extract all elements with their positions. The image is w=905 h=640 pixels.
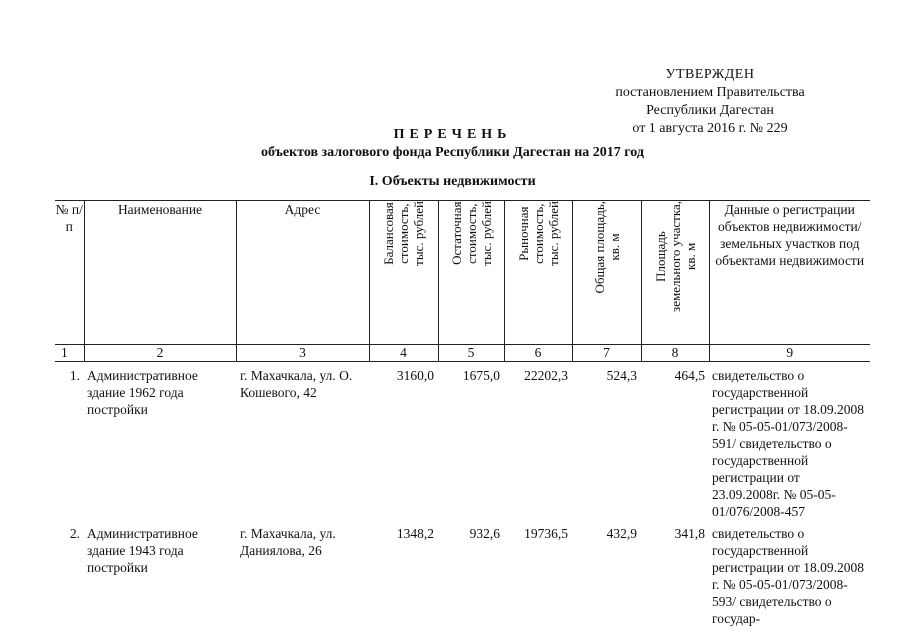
column-number: 2	[84, 345, 236, 362]
header-balance-line-3: тыс. рублей	[411, 201, 426, 266]
header-num: № п/п	[55, 201, 84, 345]
header-balance	[369, 201, 438, 345]
registration-data: свидетельство о государственной регистрации от 18.09.2008 г. № 05-05-01/073/2008-591/ свидетельство о государственной регистрации от 23.09.2008г. № 05-05-01/076/2008-457	[712, 368, 864, 519]
column-number-row	[55, 345, 870, 362]
column-number: 9	[709, 345, 870, 362]
approval-line-2: Республики Дагестан	[646, 103, 774, 118]
header-land-line-1: Площадь	[652, 231, 668, 282]
land-area: 341,8	[674, 526, 705, 541]
approval-line-3: от 1 августа 2016 г. № 229	[632, 121, 788, 136]
object-address: г. Махачкала, ул. Даниялова, 26	[240, 526, 336, 558]
land-area: 464,5	[674, 368, 705, 383]
header-market	[504, 201, 572, 345]
residual-value: 932,6	[469, 526, 500, 541]
table-row	[55, 520, 870, 627]
table-row	[55, 362, 870, 521]
object-name: Административное здание 1943 года постройки	[87, 526, 198, 575]
column-number: 3	[236, 345, 369, 362]
balance-value: 3160,0	[396, 368, 434, 383]
header-balance-line-2: стоимость,	[396, 203, 411, 264]
balance-value: 1348,2	[396, 526, 434, 541]
column-number: 7	[572, 345, 641, 362]
residual-value: 1675,0	[462, 368, 500, 383]
header-balance-line-1: Балансовая	[381, 202, 396, 265]
header-area-line-2: кв. м	[606, 233, 622, 261]
registration-data: свидетельство о государственной регистрации от 18.09.2008 г. № 05-05-01/073/2008-593/ свидетельство о государ-	[712, 526, 864, 626]
column-number: 6	[504, 345, 572, 362]
header-registration: Данные о регистрации объектов недвижимости/ земельных участков под объектами недвижимости	[709, 201, 870, 345]
header-residual-line-2: стоимость,	[463, 203, 479, 264]
column-number: 4	[369, 345, 438, 362]
object-name: Административное здание 1962 года постройки	[87, 368, 198, 417]
header-residual-line-1: Остаточная	[448, 201, 464, 266]
header-address: Адрес	[236, 201, 369, 345]
header-residual-line-3: тыс. рублей	[478, 201, 494, 266]
header-land-line-2: земельного участка,	[667, 201, 683, 312]
header-market-line-3: тыс. рублей	[545, 201, 561, 266]
section-title: I. Объекты недвижимости	[369, 174, 536, 189]
column-number: 5	[438, 345, 504, 362]
header-land-line-3: кв. м	[682, 242, 698, 271]
header-market-line-2: стоимость,	[530, 203, 546, 264]
header-row	[55, 201, 870, 345]
market-value: 19736,5	[524, 526, 568, 541]
registry-table	[55, 200, 870, 627]
document-title: ПЕРЕЧЕНЬ	[393, 127, 512, 142]
approval-word: УТВЕРЖДЕН	[665, 67, 755, 82]
header-residual	[438, 201, 504, 345]
header-land	[641, 201, 709, 345]
market-value: 22202,3	[524, 368, 568, 383]
document-subtitle: объектов залогового фонда Республики Дагестан на 2017 год	[261, 145, 644, 160]
total-area: 524,3	[606, 368, 637, 383]
row-number: 1.	[69, 368, 80, 383]
column-number: 8	[641, 345, 709, 362]
approval-line-1: постановлением Правительства	[615, 85, 805, 100]
row-number: 2.	[69, 526, 80, 541]
total-area: 432,9	[606, 526, 637, 541]
column-number: 1	[55, 345, 84, 362]
header-market-line-1: Рыночная	[515, 206, 531, 261]
object-address: г. Махачкала, ул. О. Кошевого, 42	[240, 368, 353, 400]
header-name: Наименование	[84, 201, 236, 345]
header-area-line-1: Общая площадь,	[591, 201, 607, 294]
header-area	[572, 201, 641, 345]
